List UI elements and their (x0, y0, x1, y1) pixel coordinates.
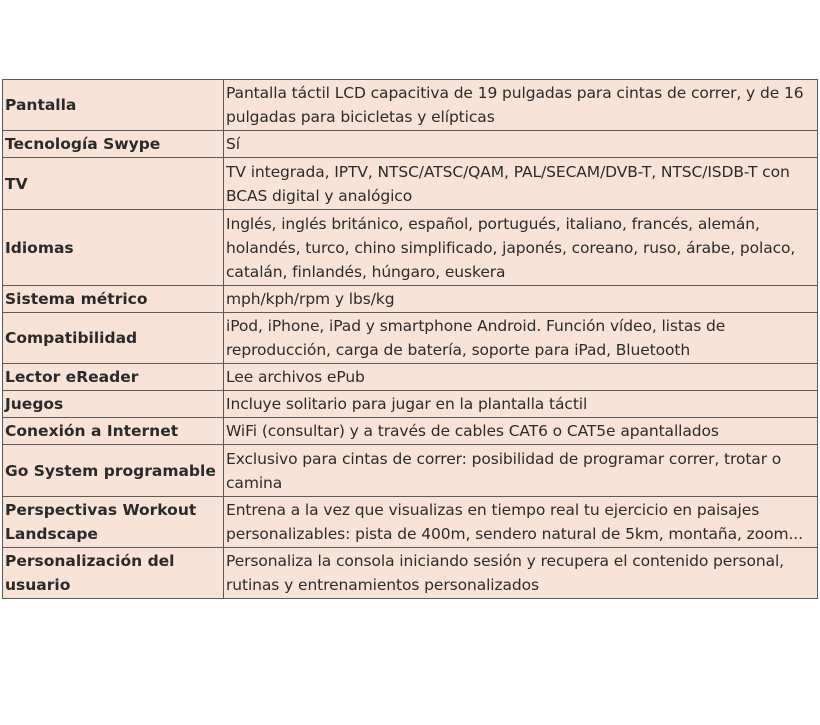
table-row (3, 497, 818, 548)
table-row (3, 286, 818, 313)
row-label: Juegos (3, 391, 224, 418)
row-label: Idiomas (3, 210, 224, 286)
table-row (3, 313, 818, 364)
table-row (3, 210, 818, 286)
row-value: iPod, iPhone, iPad y smartphone Android. Función vídeo, listas de reproducción, carga de batería, soporte para iPad, Bluetooth (224, 313, 818, 364)
spec-table (2, 79, 818, 599)
row-label: Sistema métrico (3, 286, 224, 313)
row-value: Lee archivos ePub (224, 364, 818, 391)
row-value: Sí (224, 131, 818, 158)
row-value: Inglés, inglés británico, español, portugués, italiano, francés, alemán, holandés, turco, chino simplificado, japonés, coreano, ruso, árabe, polaco, catalán, finlandés, húngaro, euskera (224, 210, 818, 286)
row-label: Go System programable (3, 445, 224, 497)
row-value: WiFi (consultar) y a través de cables CAT6 o CAT5e apantallados (224, 418, 818, 445)
row-value: Personaliza la consola iniciando sesión y recupera el contenido personal, rutinas y entrenamientos personalizados (224, 548, 818, 599)
table-row (3, 80, 818, 131)
row-label: TV (3, 158, 224, 210)
row-label: Lector eReader (3, 364, 224, 391)
row-value: mph/kph/rpm y lbs/kg (224, 286, 818, 313)
table-row (3, 158, 818, 210)
table-row (3, 418, 818, 445)
row-value: Incluye solitario para jugar en la plantalla táctil (224, 391, 818, 418)
row-value: Pantalla táctil LCD capacitiva de 19 pulgadas para cintas de correr, y de 16 pulgadas para bicicletas y elípticas (224, 80, 818, 131)
table-row (3, 548, 818, 599)
row-label: Pantalla (3, 80, 224, 131)
row-value: Entrena a la vez que visualizas en tiempo real tu ejercicio en paisajes personalizables: pista de 400m, sendero natural de 5km, montaña, zoom... (224, 497, 818, 548)
table-row (3, 445, 818, 497)
row-value: Exclusivo para cintas de correr: posibilidad de programar correr, trotar o camina (224, 445, 818, 497)
table-row (3, 364, 818, 391)
row-label: Perspectivas Workout Landscape (3, 497, 224, 548)
row-label: Compatibilidad (3, 313, 224, 364)
row-label: Personalización del usuario (3, 548, 224, 599)
row-label: Tecnología Swype (3, 131, 224, 158)
table-row (3, 391, 818, 418)
row-value: TV integrada, IPTV, NTSC/ATSC/QAM, PAL/SECAM/DVB-T, NTSC/ISDB-T con BCAS digital y analógico (224, 158, 818, 210)
row-label: Conexión a Internet (3, 418, 224, 445)
table-row (3, 131, 818, 158)
